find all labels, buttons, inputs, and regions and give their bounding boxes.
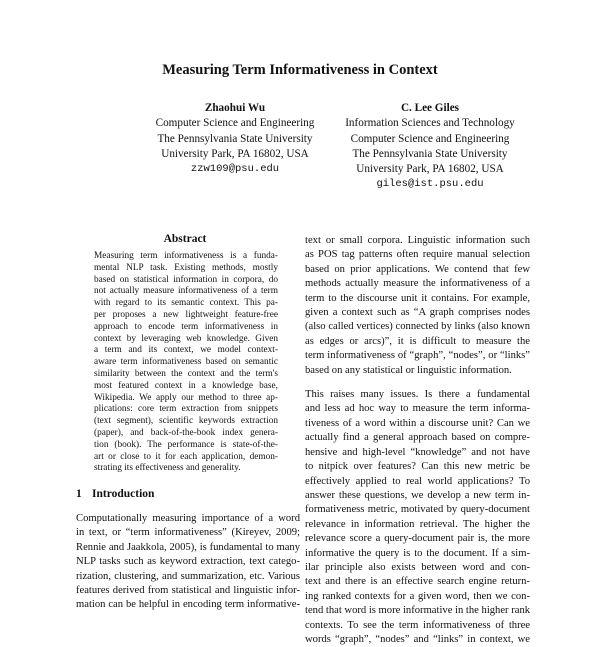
text-line: and less ad hoc way to measure the term informa- <box>305 403 530 415</box>
text-line: actually find a general approach based on compre- <box>305 432 530 444</box>
text-line: rization, clustering, and summarization, etc. Various <box>76 570 300 582</box>
text-line: approach to encode term informativeness in <box>94 321 278 332</box>
text-line: ing ranked contexts for a given word, then we con- <box>305 590 530 602</box>
text-line: relevance score a query-document pair is, the more <box>305 533 530 545</box>
text-line: features derived from statistical and linguistic infor- <box>76 585 300 597</box>
author-affiliation-line: The Pennsylvania State University <box>352 147 508 160</box>
section-heading <box>76 488 154 500</box>
text-line: to nitpick over features? Can this new metric be <box>305 461 530 473</box>
text-line: (also called vertices) connected by links (also known <box>305 321 530 333</box>
text-line: tend that word is more informative in the higher rank <box>305 605 531 617</box>
text-line: words “graph”, “nodes” and “links” in context, we <box>305 633 530 645</box>
author-affiliation-line: The Pennsylvania State University <box>157 132 313 145</box>
text-line: formativeness metric, motivated by query-document <box>305 504 530 516</box>
text-line: context by leveraging web knowledge. Given <box>94 333 278 344</box>
section-number: 1 <box>76 488 82 500</box>
text-line: hensive and high-level “knowledge” and not have <box>305 446 530 458</box>
abstract-body <box>94 251 278 475</box>
author-affiliation-line: University Park, PA 16802, USA <box>161 147 309 160</box>
text-line: given a context such as “A graph comprises nodes <box>305 307 530 319</box>
author-name: C. Lee Giles <box>400 102 460 114</box>
paper-title: Measuring Term Informativeness in Context <box>162 62 438 78</box>
text-line: per proposes a new lightweight feature-free <box>94 309 278 320</box>
author-affiliation-line: University Park, PA 16802, USA <box>356 163 504 176</box>
text-line: ilar principle also exists between word and con- <box>305 561 530 573</box>
text-line: based on any statistical or linguistic information. <box>305 364 512 376</box>
section-title: Introduction <box>92 488 155 500</box>
text-line: term to the discourse unit it contains. For example, <box>305 292 530 304</box>
text-line: art or close to it for each application, demon- <box>94 451 278 462</box>
text-line: mation can be helpful in encoding term informative- <box>76 599 300 611</box>
introduction-body <box>76 512 300 613</box>
text-line: tion (book). The performance is state-of-the- <box>94 439 278 450</box>
text-line: This raises many issues. Is there a fundamental <box>305 389 530 401</box>
author-affiliation-line: Computer Science and Engineering <box>155 117 315 130</box>
text-line: strating its effectiveness and generality. <box>94 463 241 474</box>
text-line: similarity between the context and the term's <box>94 368 278 379</box>
text-line: (paper), and back-of-the-book index genera- <box>94 427 278 438</box>
text-line: relevance in information retrieval. The higher the <box>305 518 530 530</box>
text-line: NLP tasks such as keyword extraction, text catego- <box>76 556 300 568</box>
text-line: Computationally measuring importance of a word <box>76 513 300 524</box>
text-line: answer these questions, we develop a new term in- <box>305 489 530 501</box>
text-line: text or small corpora. Linguistic information such <box>305 235 530 246</box>
text-line: Wikipedia. We apply our method to three ap- <box>94 392 278 403</box>
text-line: term informativeness of “graph”, “nodes”, or “links” <box>305 350 530 362</box>
author-affiliation-line: Computer Science and Engineering <box>350 132 510 145</box>
text-line: Rennie and Jaakkola, 2005), is fundamental to many <box>76 541 300 553</box>
paragraph-gap <box>305 378 530 388</box>
text-line: informative the query is to the document. If a sim- <box>305 547 530 559</box>
author-email: zzw109@psu.edu <box>190 163 280 176</box>
text-line: based on statistical information in corpora, do <box>94 274 278 285</box>
text-line: effectively applied to real world applications? To <box>305 475 530 487</box>
text-line: methods actually measure the informativeness of a <box>305 278 530 290</box>
abstract-heading: Abstract <box>163 233 207 245</box>
text-line: plications: core term extraction from snippets <box>94 404 278 415</box>
text-line: contexts. To see the term informativeness of three <box>305 619 530 631</box>
text-line: as POS tag patterns often require manual selection <box>305 249 530 261</box>
author-block-2 <box>270 101 590 193</box>
author-email: giles@ist.psu.edu <box>376 178 484 191</box>
text-line: as edges or arcs)”, it is difficult to measure the <box>305 335 530 347</box>
text-line: tiveness of a word within a discourse unit? Can we <box>305 417 530 429</box>
text-line: in text, or “term informativeness” (Kireyev, 2009; <box>76 527 300 539</box>
text-line: text and there is an effective search engine return- <box>305 576 530 588</box>
author-affiliation-line: Information Sciences and Technology <box>345 117 515 130</box>
text-line: a term and its context, we model context- <box>94 345 278 356</box>
text-line: based on prior applications. We contend that few <box>305 263 530 275</box>
text-line: not actually measure informativeness of a term <box>94 286 278 297</box>
text-line: most featured context in a knowledge base, <box>94 380 278 391</box>
paragraph <box>305 234 530 378</box>
text-line: with regard to its semantic context. This pa- <box>94 298 278 309</box>
text-line: (text segment), scientific keywords extraction <box>94 416 278 427</box>
text-line: aware term informativeness based on semantic <box>94 357 278 368</box>
right-column-body <box>305 234 530 647</box>
paragraph <box>305 388 530 647</box>
author-name: Zhaohui Wu <box>204 102 266 114</box>
text-line: mental NLP task. Existing methods, mostly <box>94 262 278 273</box>
text-line: Measuring term informativeness is a funda- <box>94 251 278 261</box>
